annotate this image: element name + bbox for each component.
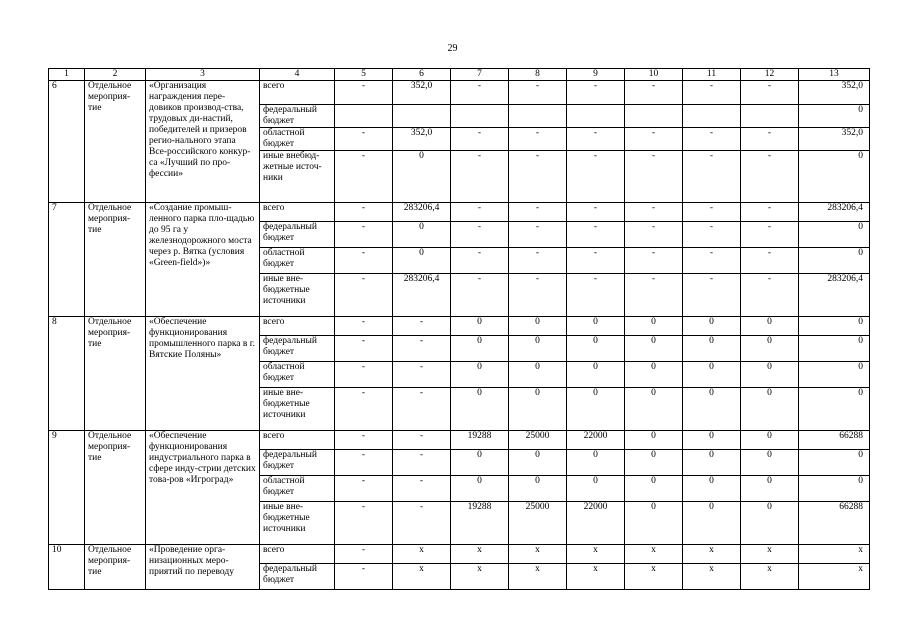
funding-source: всего (260, 81, 335, 105)
value-cell: - (393, 431, 451, 450)
value-cell: 0 (741, 317, 799, 336)
funding-source: областной бюджет (260, 476, 335, 502)
value-cell: - (683, 151, 741, 203)
funding-source: федеральный бюджет (260, 336, 335, 362)
column-number: 10 (625, 69, 683, 81)
budget-table (48, 68, 870, 590)
column-number: 11 (683, 69, 741, 81)
value-cell: 0 (451, 362, 509, 388)
value-cell: - (393, 502, 451, 545)
value-cell: 0 (509, 388, 567, 431)
value-cell: 352,0 (393, 128, 451, 151)
value-cell: 0 (625, 450, 683, 476)
value-cell: 0 (567, 476, 625, 502)
value-cell: - (741, 128, 799, 151)
funding-source: всего (260, 545, 335, 564)
value-cell: 0 (683, 476, 741, 502)
funding-source: федеральный бюджет (260, 450, 335, 476)
value-cell: - (625, 274, 683, 317)
value-cell: - (509, 203, 567, 222)
funding-source: иные вне-бюджетные источники (260, 502, 335, 545)
record-name: «Организация награждения пере-довиков производ-ства, трудовых ди-настий, победителей и призеров регио-нального этапа Все-российского конкур-са «Лучший по про-фессии» (146, 81, 260, 203)
column-number: 13 (799, 69, 870, 81)
value-cell: 66288 (799, 502, 870, 545)
value-cell: - (393, 362, 451, 388)
funding-source: иные внебюд-жетные источ-ники (260, 151, 335, 203)
value-cell: - (451, 248, 509, 274)
value-cell: - (393, 388, 451, 431)
table-row (49, 203, 870, 222)
value-cell: x (741, 564, 799, 590)
column-number: 7 (451, 69, 509, 81)
value-cell: - (335, 203, 393, 222)
value-cell: 25000 (509, 431, 567, 450)
value-cell: - (451, 151, 509, 203)
value-cell: 0 (799, 450, 870, 476)
funding-source: федеральный бюджет (260, 105, 335, 128)
value-cell: 19288 (451, 502, 509, 545)
column-number: 9 (567, 69, 625, 81)
value-cell: 0 (567, 362, 625, 388)
value-cell: - (335, 128, 393, 151)
value-cell: - (567, 222, 625, 248)
funding-source: областной бюджет (260, 362, 335, 388)
value-cell: 22000 (567, 431, 625, 450)
value-cell: x (567, 564, 625, 590)
value-cell: - (625, 128, 683, 151)
table-body (49, 81, 870, 590)
record-name: «Создание промыш-ленного парка пло-щадью до 95 га у железнодорожного моста через р. Вятка (условия «Green-field»)» (146, 203, 260, 317)
value-cell: x (683, 545, 741, 564)
column-number: 6 (393, 69, 451, 81)
value-cell: 352,0 (393, 81, 451, 105)
value-cell: 0 (451, 317, 509, 336)
value-cell: 0 (683, 502, 741, 545)
record-type: Отдельное мероприя-тие (85, 545, 146, 590)
value-cell: 0 (509, 450, 567, 476)
value-cell: 0 (625, 388, 683, 431)
value-cell: 0 (625, 336, 683, 362)
funding-source: федеральный бюджет (260, 564, 335, 590)
value-cell: 0 (567, 336, 625, 362)
value-cell: 0 (683, 431, 741, 450)
value-cell: - (625, 151, 683, 203)
record-number: 10 (49, 545, 85, 590)
value-cell: - (451, 203, 509, 222)
value-cell: 0 (799, 388, 870, 431)
value-cell: x (393, 545, 451, 564)
value-cell: - (567, 274, 625, 317)
value-cell: 0 (451, 336, 509, 362)
value-cell: - (509, 248, 567, 274)
value-cell (335, 105, 393, 128)
funding-source: всего (260, 431, 335, 450)
value-cell: 352,0 (799, 128, 870, 151)
column-number: 8 (509, 69, 567, 81)
value-cell: 0 (451, 388, 509, 431)
value-cell: 0 (799, 476, 870, 502)
value-cell: x (799, 564, 870, 590)
record-type: Отдельное мероприя-тие (85, 203, 146, 317)
value-cell: 0 (799, 317, 870, 336)
funding-source: иные вне-бюджетные источники (260, 274, 335, 317)
value-cell: x (509, 545, 567, 564)
value-cell: - (625, 203, 683, 222)
value-cell: 352,0 (799, 81, 870, 105)
value-cell: 0 (799, 151, 870, 203)
value-cell: 0 (393, 248, 451, 274)
funding-source: всего (260, 203, 335, 222)
value-cell: 0 (625, 362, 683, 388)
value-cell: 0 (567, 388, 625, 431)
column-number: 4 (260, 69, 335, 81)
value-cell: - (451, 128, 509, 151)
value-cell: 0 (509, 317, 567, 336)
value-cell: 0 (799, 105, 870, 128)
value-cell: - (335, 274, 393, 317)
value-cell: 0 (567, 317, 625, 336)
value-cell: x (509, 564, 567, 590)
record-number: 9 (49, 431, 85, 545)
value-cell: - (625, 248, 683, 274)
value-cell: 0 (393, 151, 451, 203)
value-cell: - (335, 564, 393, 590)
record-number: 8 (49, 317, 85, 431)
record-name: «Обеспечение функционирования индустриального парка в сфере инду-стрии детских това-ров «Игроград» (146, 431, 260, 545)
value-cell: - (741, 222, 799, 248)
column-number-header-row (49, 69, 870, 81)
value-cell: 283206,4 (799, 203, 870, 222)
value-cell (567, 105, 625, 128)
value-cell: 0 (509, 336, 567, 362)
value-cell: - (683, 222, 741, 248)
value-cell: 283206,4 (799, 274, 870, 317)
value-cell: 0 (741, 476, 799, 502)
value-cell: 0 (683, 317, 741, 336)
value-cell: 0 (799, 222, 870, 248)
record-number: 6 (49, 81, 85, 203)
value-cell: - (567, 151, 625, 203)
value-cell: - (393, 336, 451, 362)
column-number: 3 (146, 69, 260, 81)
value-cell: 283206,4 (393, 203, 451, 222)
value-cell: 0 (451, 476, 509, 502)
value-cell: 0 (451, 450, 509, 476)
value-cell: - (335, 222, 393, 248)
value-cell: x (625, 564, 683, 590)
value-cell: - (683, 203, 741, 222)
table-row (49, 317, 870, 336)
funding-source: федеральный бюджет (260, 222, 335, 248)
column-number: 5 (335, 69, 393, 81)
value-cell: 25000 (509, 502, 567, 545)
value-cell: x (741, 545, 799, 564)
value-cell: - (335, 388, 393, 431)
value-cell: - (509, 222, 567, 248)
column-number: 2 (85, 69, 146, 81)
record-name: «Обеспечение функционирования промышленного парка в г. Вятские Поляны» (146, 317, 260, 431)
page-number: 29 (447, 43, 458, 54)
value-cell: 0 (567, 450, 625, 476)
value-cell: - (683, 274, 741, 317)
record-number: 7 (49, 203, 85, 317)
value-cell: - (335, 317, 393, 336)
value-cell: x (451, 545, 509, 564)
value-cell: 0 (683, 388, 741, 431)
table-row (49, 431, 870, 450)
value-cell: - (335, 336, 393, 362)
value-cell: 0 (393, 222, 451, 248)
value-cell: - (625, 81, 683, 105)
funding-source: областной бюджет (260, 128, 335, 151)
column-number: 1 (49, 69, 85, 81)
value-cell: - (741, 203, 799, 222)
value-cell: - (509, 81, 567, 105)
value-cell (741, 105, 799, 128)
value-cell: - (451, 274, 509, 317)
value-cell (393, 105, 451, 128)
value-cell: - (683, 248, 741, 274)
value-cell: 0 (741, 431, 799, 450)
value-cell: - (393, 317, 451, 336)
record-type: Отдельное мероприя-тие (85, 81, 146, 203)
value-cell: 0 (683, 450, 741, 476)
value-cell: - (567, 81, 625, 105)
value-cell (451, 105, 509, 128)
table-row (49, 81, 870, 105)
value-cell: - (335, 362, 393, 388)
value-cell: - (393, 476, 451, 502)
value-cell: 0 (509, 362, 567, 388)
value-cell (509, 105, 567, 128)
value-cell: - (451, 81, 509, 105)
value-cell: 66288 (799, 431, 870, 450)
value-cell: 0 (799, 248, 870, 274)
value-cell: - (335, 431, 393, 450)
value-cell: 0 (625, 476, 683, 502)
value-cell: x (567, 545, 625, 564)
value-cell: - (335, 502, 393, 545)
value-cell: 19288 (451, 431, 509, 450)
value-cell: 22000 (567, 502, 625, 545)
table-row (49, 545, 870, 564)
funding-source: иные вне-бюджетные источники (260, 388, 335, 431)
record-type: Отдельное мероприя-тие (85, 317, 146, 431)
value-cell: - (335, 81, 393, 105)
value-cell: - (451, 222, 509, 248)
value-cell: 0 (625, 317, 683, 336)
column-number: 12 (741, 69, 799, 81)
value-cell: 0 (741, 450, 799, 476)
value-cell: 0 (741, 336, 799, 362)
value-cell: - (335, 545, 393, 564)
value-cell: 283206,4 (393, 274, 451, 317)
value-cell: 0 (741, 362, 799, 388)
value-cell: x (683, 564, 741, 590)
value-cell: 0 (741, 502, 799, 545)
value-cell: x (393, 564, 451, 590)
value-cell: 0 (625, 431, 683, 450)
value-cell: 0 (683, 362, 741, 388)
value-cell: - (741, 81, 799, 105)
value-cell: - (741, 151, 799, 203)
value-cell: - (335, 248, 393, 274)
value-cell: - (509, 128, 567, 151)
value-cell: - (335, 151, 393, 203)
value-cell: - (509, 274, 567, 317)
value-cell: - (567, 203, 625, 222)
value-cell: - (683, 128, 741, 151)
value-cell: - (567, 128, 625, 151)
value-cell: - (567, 248, 625, 274)
value-cell: 0 (509, 476, 567, 502)
record-name: «Проведение орга-низационных меро-приятий по переводу (146, 545, 260, 590)
value-cell (625, 105, 683, 128)
value-cell: x (625, 545, 683, 564)
record-type: Отдельное мероприя-тие (85, 431, 146, 545)
value-cell: - (393, 450, 451, 476)
value-cell (683, 105, 741, 128)
value-cell: - (625, 222, 683, 248)
value-cell: - (335, 450, 393, 476)
value-cell: 0 (741, 388, 799, 431)
value-cell: 0 (799, 362, 870, 388)
value-cell: x (799, 545, 870, 564)
value-cell: - (509, 151, 567, 203)
value-cell: x (451, 564, 509, 590)
value-cell: 0 (625, 502, 683, 545)
value-cell: 0 (799, 336, 870, 362)
value-cell: - (335, 476, 393, 502)
value-cell: - (741, 274, 799, 317)
value-cell: 0 (683, 336, 741, 362)
value-cell: - (741, 248, 799, 274)
value-cell: - (683, 81, 741, 105)
funding-source: всего (260, 317, 335, 336)
funding-source: областной бюджет (260, 248, 335, 274)
